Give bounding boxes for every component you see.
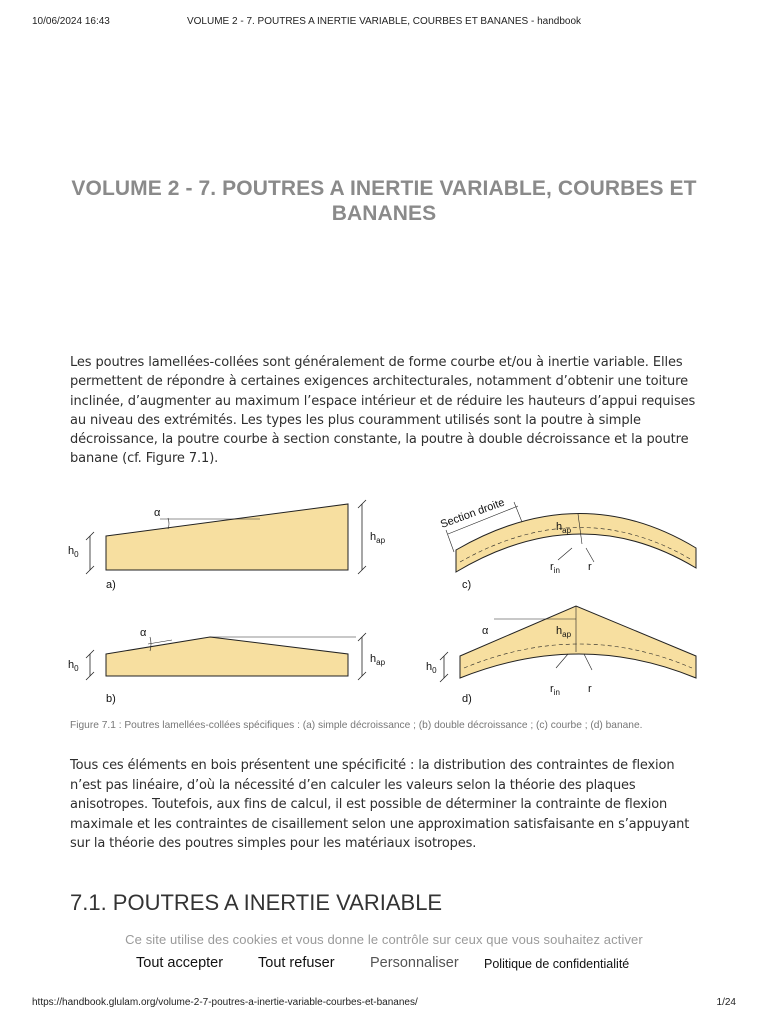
rin-label-c: $r_{in}$ xyxy=(550,561,560,575)
print-url: https://handbook.glulam.org/volume-2-7-poutres-a-inertie-variable-courbes-et-bananes/ xyxy=(32,997,418,1008)
caption-letter-b: b) xyxy=(106,693,116,705)
beam-d xyxy=(426,606,696,705)
customize-button[interactable]: Personnaliser xyxy=(370,955,459,971)
hap-label-b: $h_{ap}$ xyxy=(370,653,386,667)
hap-label-c: $h_{ap}$ xyxy=(556,521,572,535)
alpha-label-a: α xyxy=(154,507,161,519)
beam-b xyxy=(68,627,386,705)
intro-paragraph: Les poutres lamellées-collées sont généralement de forme courbe et/ou à inertie variable. Elles permettent de répondre à certaines exigences architecturales, notamment d’obtenir une toiture inclinée, d’augmenter au maximum l’espace intérieur et de réduire les hauteurs d’appui requises au niveau des extrémités. Les types les plus couramment utilisés sont la poutre à simple décroissance, la poutre courbe à section constante, la poutre à double décroissance et la poutre banane (cf. Figure 7.1). xyxy=(70,355,696,467)
r-label-c: r xyxy=(588,561,592,573)
section-heading: 7.1. POUTRES A INERTIE VARIABLE xyxy=(70,890,443,915)
print-footer xyxy=(32,997,736,1011)
privacy-policy-link[interactable]: Politique de confidentialité xyxy=(484,957,630,971)
beam-diagrams xyxy=(60,492,710,714)
h0-label-a: $h_0$ xyxy=(68,545,79,559)
caption-letter-d: d) xyxy=(462,693,472,705)
hap-label-a: $h_{ap}$ xyxy=(370,531,386,545)
cookie-message: Ce site utilise des cookies et vous donne le contrôle sur ceux que vous souhaitez activer xyxy=(125,932,643,947)
caption-letter-a: a) xyxy=(106,579,116,591)
r-label-d: r xyxy=(588,683,592,695)
h0-label-d: $h_0$ xyxy=(426,661,437,675)
cookie-banner xyxy=(0,924,768,980)
figure-7-1 xyxy=(60,492,710,714)
print-page-title: VOLUME 2 - 7. POUTRES A INERTIE VARIABLE, COURBES ET BANANES - handbook xyxy=(186,16,582,27)
page-title: VOLUME 2 - 7. POUTRES A INERTIE VARIABLE, COURBES ET BANANES xyxy=(71,177,697,225)
print-page-number: 1/24 xyxy=(716,997,736,1008)
figure-caption: Figure 7.1 : Poutres lamellées-collées spécifiques : (a) simple décroissance ; (b) double décroissance ; (c) courbe ; (d) banane. xyxy=(70,720,643,731)
beam-a xyxy=(68,500,386,591)
h0-label-b: $h_0$ xyxy=(68,659,79,673)
alpha-label-d: α xyxy=(482,625,489,637)
caption-letter-c: c) xyxy=(462,579,472,591)
section-droite-label: Section droite xyxy=(438,496,507,531)
hap-label-d: $h_{ap}$ xyxy=(556,625,572,639)
body-paragraph-2: Tous ces éléments en bois présentent une spécificité : la distribution des contraintes de flexion n’est pas linéaire, d’où la nécessité d’en calculer les valeurs selon la théorie des plaques anisotropes. Toutefois, aux fins de calcul, il est possible de déterminer la contrainte de flexion maximale et les contraintes de cisaillement selon une approximation satisfaisante en s’appuyant sur la théorie des poutres simples pour les matériaux isotropes. xyxy=(70,758,690,851)
alpha-label-b: α xyxy=(140,627,147,639)
beam-c xyxy=(439,497,696,591)
rin-label-d: $r_{in}$ xyxy=(550,683,560,697)
refuse-all-button[interactable]: Tout refuser xyxy=(258,955,335,971)
print-datetime: 10/06/2024 16:43 xyxy=(32,16,110,27)
accept-all-button[interactable]: Tout accepter xyxy=(136,955,224,971)
print-header xyxy=(32,16,736,30)
